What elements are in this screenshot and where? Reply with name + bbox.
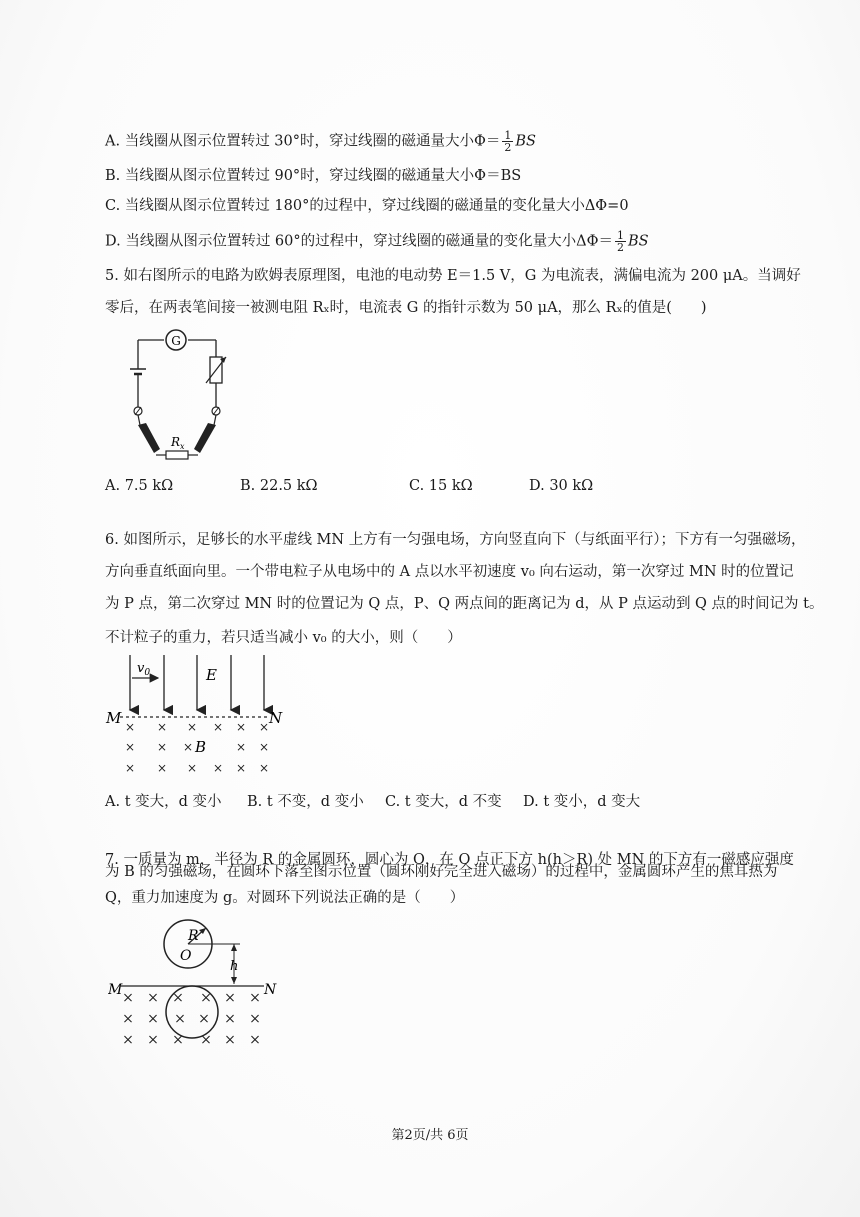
svg-text:×: ×: [122, 1032, 134, 1048]
h-label: h: [230, 959, 239, 974]
b-label: B: [195, 738, 207, 756]
o-label: O: [180, 948, 192, 964]
ring-in-field-diagram: [108, 918, 288, 1050]
svg-text:×: ×: [235, 761, 247, 775]
svg-text:×: ×: [258, 740, 270, 754]
svg-text:×: ×: [212, 720, 224, 734]
svg-text:×: ×: [212, 761, 224, 775]
galvanometer-label: G: [171, 334, 181, 348]
q5-stem-line2: 零后，在两表笔间接一被测电阻 Rₓ时，电流表 G 的指针示数为 50 μA，那么 Rₓ的值是( ): [105, 300, 707, 316]
svg-text:×: ×: [174, 1011, 186, 1027]
q6-stem-line1: 6. 如图所示，足够长的水平虚线 MN 上方有一匀强电场，方向竖直向下（与纸面平行）；下方有一匀强磁场，: [105, 532, 806, 548]
m-label: M: [106, 709, 122, 727]
q7-stem-line1: 7. 一质量为 m，半径为 R 的金属圆环，圆心为 O，在 O 点正下方 h(h＞R) 处 MN 的下方有一磁感应强度: [105, 852, 794, 868]
rx-label: $R_x$: [171, 435, 185, 451]
q6-stem-line4: 不计粒子的重力，若只适当减小 v₀ 的大小，则（ ）: [105, 630, 462, 646]
svg-text:×: ×: [186, 761, 198, 775]
q7-stem-line3: Q，重力加速度为 g。对圆环下列说法正确的是（ ）: [105, 890, 465, 906]
q7-stem-line2: 为 B 的匀强磁场，在圆环下落至图示位置（圆环刚好完全进入磁场）的过程中，金属圆环产生的焦耳热为: [105, 864, 778, 880]
svg-text:×: ×: [156, 720, 168, 734]
q6-option-b: B. t 不变，d 变小: [247, 794, 364, 810]
q4-option-b: B. 当线圈从图示位置转过 90°时，穿过线圈的磁通量大小Φ＝BS: [105, 168, 522, 184]
svg-text:×: ×: [147, 990, 159, 1006]
svg-text:×: ×: [122, 990, 134, 1006]
svg-text:×: ×: [249, 1032, 261, 1048]
svg-text:×: ×: [147, 1011, 159, 1027]
svg-text:×: ×: [200, 1032, 212, 1048]
q6-option-c: C. t 变大，d 不变: [385, 794, 502, 810]
q6-stem-line2: 方向垂直纸面向里。一个带电粒子从电场中的 A 点以水平初速度 v₀ 向右运动，第一次穿过 MN 时的位置记: [105, 564, 794, 580]
svg-text:×: ×: [258, 720, 270, 734]
svg-text:×: ×: [249, 1011, 261, 1027]
q6-stem-line3: 为 P 点，第二次穿过 MN 时的位置记为 Q 点，P、Q 两点间的距离记为 d，从 P 点运动到 Q 点的时间记为 t。: [105, 596, 824, 612]
q5-option-b: B. 22.5 kΩ: [240, 478, 318, 494]
rx-resistor-symbol: [166, 451, 188, 459]
r-label: R: [188, 928, 199, 944]
q6-option-d: D. t 变小，d 变大: [523, 794, 641, 810]
svg-text:×: ×: [172, 1032, 184, 1048]
svg-text:×: ×: [182, 740, 194, 754]
probe-left: [138, 423, 160, 453]
fraction: $\frac{1}{2}$: [617, 229, 624, 254]
field-diagram: [104, 650, 304, 780]
n-label: N: [269, 709, 283, 727]
svg-text:×: ×: [156, 761, 168, 775]
fraction: $\frac{1}{2}$: [504, 129, 512, 154]
field-crosses: [122, 990, 261, 1048]
svg-text:×: ×: [124, 761, 136, 775]
q4-option-c: C. 当线圈从图示位置转过 180°的过程中，穿过线圈的磁通量的变化量大小ΔΦ=0: [105, 198, 629, 214]
svg-text:×: ×: [186, 720, 198, 734]
svg-text:×: ×: [235, 720, 247, 734]
q5-option-c: C. 15 kΩ: [409, 478, 473, 494]
q5-option-d: D. 30 kΩ: [529, 478, 594, 494]
svg-text:×: ×: [224, 1032, 236, 1048]
svg-text:×: ×: [156, 740, 168, 754]
q5-option-a: A. 7.5 kΩ: [105, 478, 174, 494]
svg-text:×: ×: [122, 1011, 134, 1027]
svg-text:×: ×: [124, 720, 136, 734]
svg-text:×: ×: [258, 761, 270, 775]
probe-right: [194, 423, 216, 453]
q4-option-a: A. 当线圈从图示位置转过 30°时，穿过线圈的磁通量大小Φ＝ $\frac{1}{2}$ BS: [105, 129, 536, 154]
svg-text:×: ×: [224, 1011, 236, 1027]
ohmmeter-circuit-diagram: [118, 325, 248, 465]
m-label: M: [108, 982, 123, 998]
svg-text:×: ×: [124, 740, 136, 754]
q6-option-a: A. t 变大，d 变小: [105, 794, 222, 810]
v0-label: $v_0$: [137, 661, 151, 678]
svg-text:×: ×: [200, 990, 212, 1006]
svg-text:×: ×: [172, 990, 184, 1006]
svg-text:×: ×: [198, 1011, 210, 1027]
svg-text:×: ×: [147, 1032, 159, 1048]
svg-text:×: ×: [224, 990, 236, 1006]
svg-text:×: ×: [235, 740, 247, 754]
page-footer: 第2页/共 6页: [391, 1128, 469, 1143]
e-label: E: [206, 666, 217, 684]
svg-text:×: ×: [249, 990, 261, 1006]
n-label: N: [264, 982, 277, 998]
q4-option-d: D. 当线圈从图示位置转过 60°的过程中，穿过线圈的磁通量的变化量大小ΔΦ＝ $\frac{1}{2}$ BS: [105, 229, 649, 254]
q5-stem-line1: 5. 如右图所示的电路为欧姆表原理图，电池的电动势 E＝1.5 V，G 为电流表，满偏电流为 200 μA。当调好: [105, 268, 801, 284]
